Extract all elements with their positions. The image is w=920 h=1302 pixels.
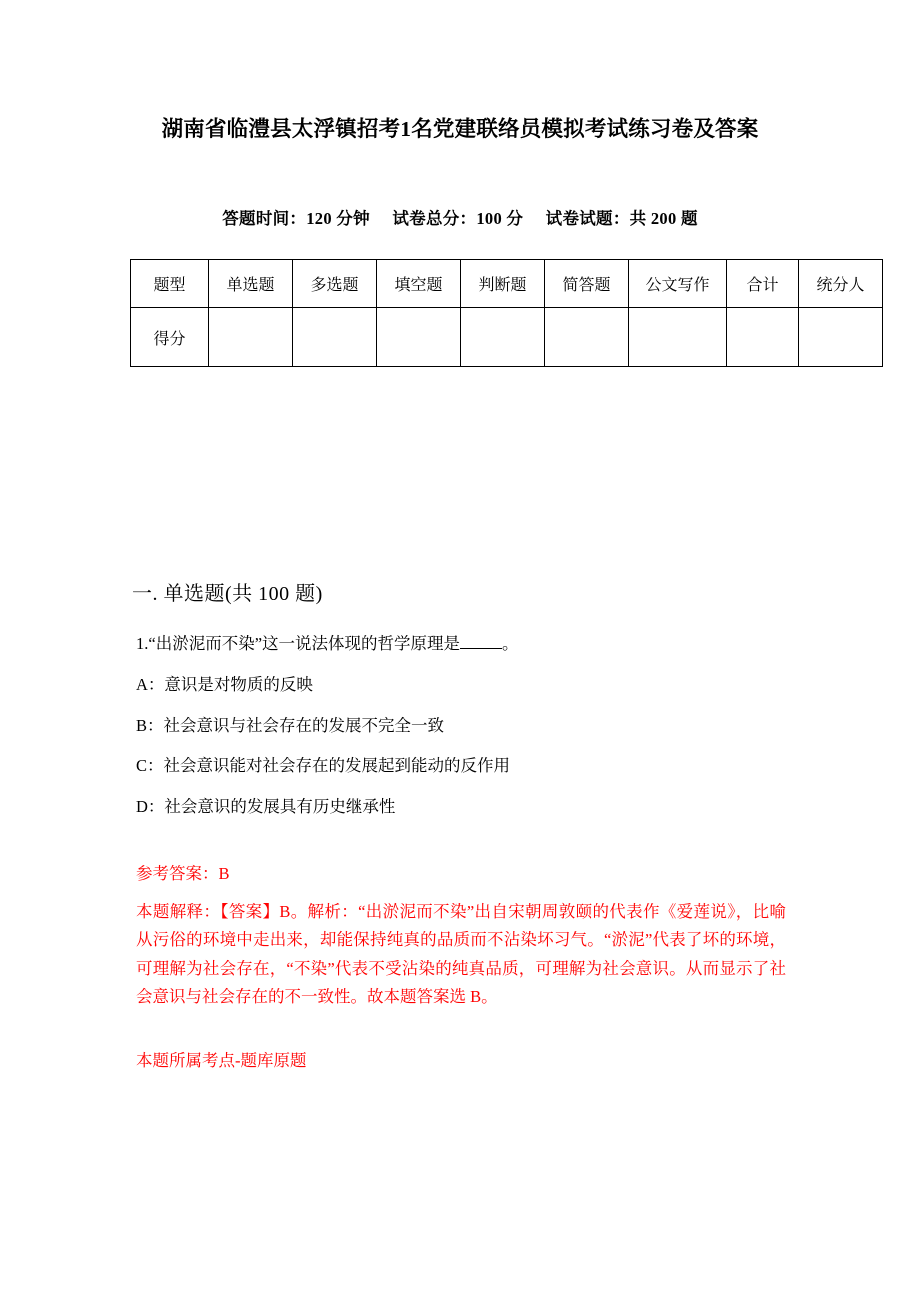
question-text: “出淤泥而不染”这一说法体现的哲学原理是 xyxy=(148,634,461,653)
table-cell xyxy=(545,308,629,367)
table-header-cell: 判断题 xyxy=(461,260,545,308)
question-number: 1. xyxy=(136,634,149,653)
answer-block xyxy=(136,860,790,1072)
answer-blank xyxy=(460,634,502,649)
page-title: 湖南省临澧县太浮镇招考1名党建联络员模拟考试练习卷及答案 xyxy=(161,117,759,141)
table-header-cell: 多选题 xyxy=(293,260,377,308)
table-cell xyxy=(377,308,461,367)
table-header-cell: 题型 xyxy=(131,260,209,308)
table-row-label: 得分 xyxy=(131,308,209,367)
table-header-cell: 合计 xyxy=(727,260,799,308)
question-source: 本题所属考点-题库原题 xyxy=(136,1051,307,1071)
table-cell xyxy=(727,308,799,367)
table-header-cell: 统分人 xyxy=(799,260,883,308)
exam-question-count: 试卷试题：共 200 题 xyxy=(545,209,698,228)
table-row xyxy=(131,308,883,367)
option-b: B：社会意识与社会存在的发展不完全一致 xyxy=(136,715,445,735)
table-row xyxy=(131,260,883,308)
option-c: C：社会意识能对社会存在的发展起到能动的反作用 xyxy=(136,756,511,776)
exam-meta xyxy=(130,205,790,229)
table-cell xyxy=(799,308,883,367)
table-cell xyxy=(209,308,293,367)
table-header-cell: 填空题 xyxy=(377,260,461,308)
section-heading: 一. 单选题(共 100 题) xyxy=(132,583,323,605)
exam-time: 答题时间：120 分钟 xyxy=(222,209,370,228)
question-stem xyxy=(136,632,790,657)
table-cell xyxy=(293,308,377,367)
reference-answer: 参考答案：B xyxy=(136,863,230,883)
exam-total-score: 试卷总分：100 分 xyxy=(392,209,524,228)
question-text-end: 。 xyxy=(502,634,519,653)
table-cell xyxy=(629,308,727,367)
table-header-cell: 单选题 xyxy=(209,260,293,308)
score-table xyxy=(130,259,883,367)
option-a: A：意识是对物质的反映 xyxy=(136,674,313,694)
answer-analysis: 本题解释：【答案】B。解析：“出淤泥而不染”出自宋朝周敦颐的代表作《爱莲说》，比喻从污俗的环境中走出来，却能保持纯真的品质而不沾染坏习气。“淤泥”代表了坏的环境，可理解为社会存在，“不染”代表不受沾染的纯真品质，可理解为社会意识。从而显示了社会意识与社会存在的不一致性。故本题答案选 B。 xyxy=(136,901,786,1006)
table-cell xyxy=(461,308,545,367)
table-header-cell: 简答题 xyxy=(545,260,629,308)
option-d: D：社会意识的发展具有历史继承性 xyxy=(136,797,396,816)
table-header-cell: 公文写作 xyxy=(629,260,727,308)
